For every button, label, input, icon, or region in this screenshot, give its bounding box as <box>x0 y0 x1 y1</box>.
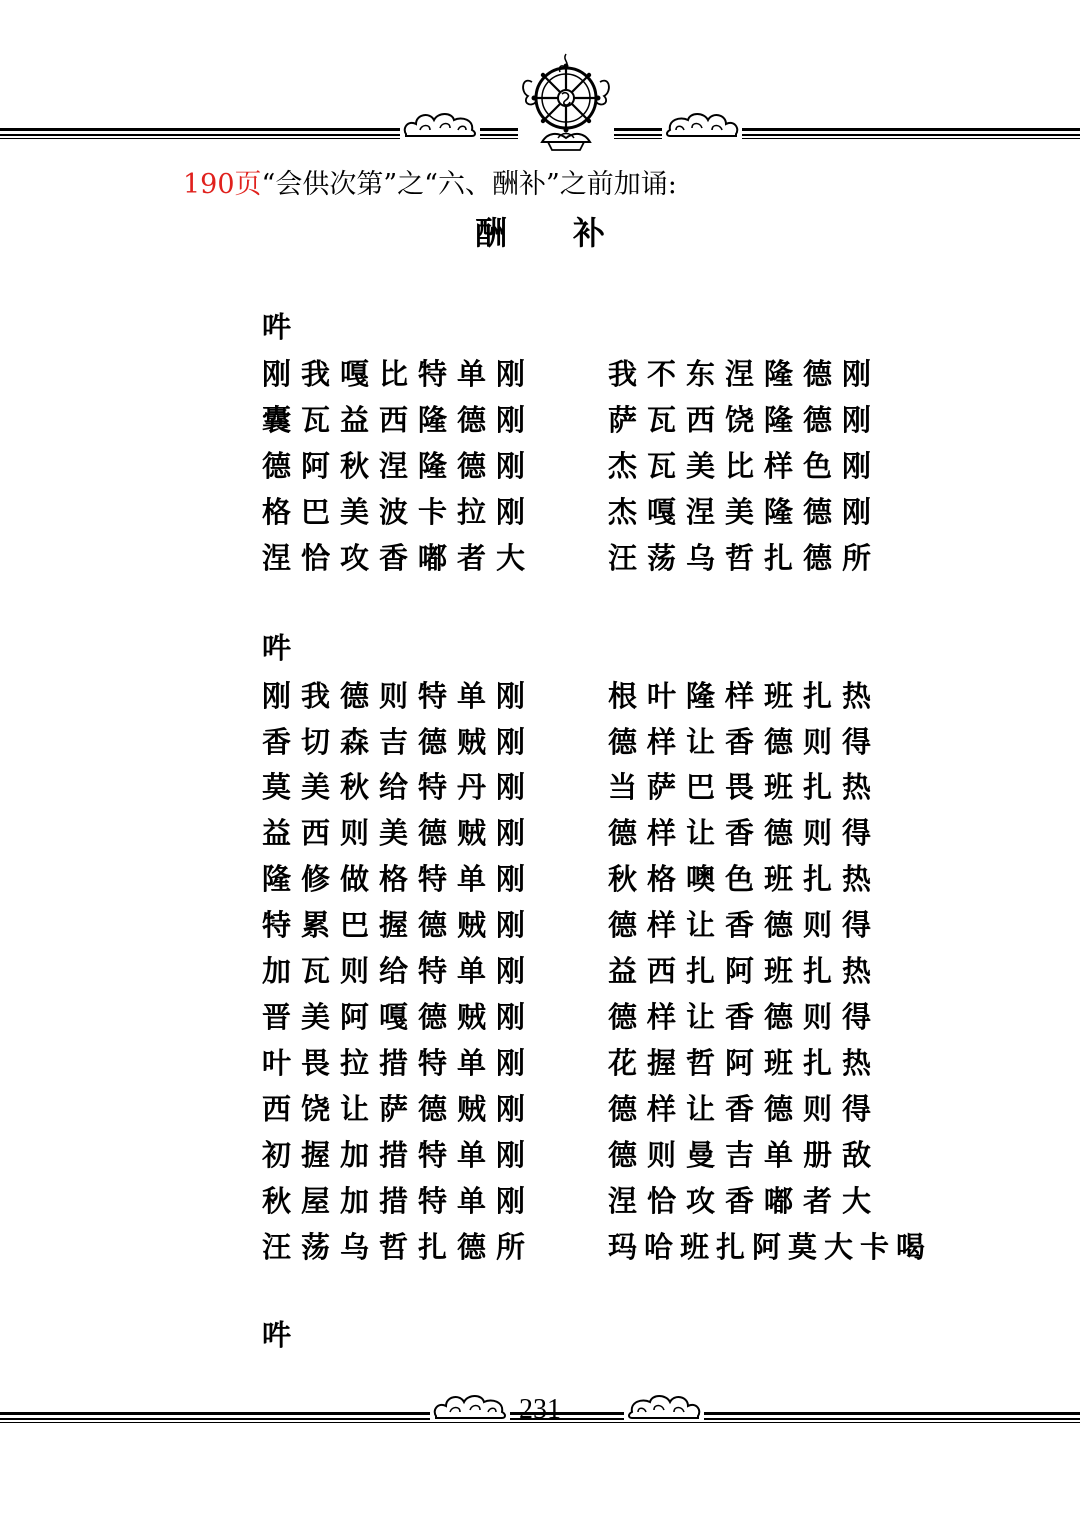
verse-line-left: 香切森吉德贼刚 <box>262 725 536 759</box>
verse-line-left: 隆修做格特单刚 <box>262 862 536 896</box>
verse-line-right: 根叶隆样班扎热 <box>608 679 882 713</box>
section-heading: 吽 <box>262 310 292 344</box>
verse-line-right: 当萨巴畏班扎热 <box>608 770 882 804</box>
verse-line-right: 益西扎阿班扎热 <box>608 954 882 988</box>
verse-line-left: 格巴美波卡拉刚 <box>262 495 536 529</box>
verse-line-right: 杰瓦美比样色刚 <box>608 449 882 483</box>
verse-line-left: 刚我德则特单刚 <box>262 679 536 713</box>
instruction-text: “会供次第”之“六、酬补”之前加诵: <box>261 169 677 200</box>
page-reference: 190页 <box>183 169 262 200</box>
section-heading: 吽 <box>262 1318 292 1352</box>
verse-line-right: 玛哈班扎阿莫大卡喝 <box>608 1230 933 1264</box>
verse-line-right: 德样让香德则得 <box>608 1092 882 1126</box>
dharma-wheel-icon <box>518 52 614 160</box>
verse-line-left: 初握加措特单刚 <box>262 1138 536 1172</box>
verse-line-right: 我不东涅隆德刚 <box>608 357 882 391</box>
title-char-2: 补 <box>573 214 606 252</box>
cloud-ornament-icon <box>400 108 480 140</box>
verse-line-left: 晋美阿嘎德贼刚 <box>262 1000 536 1034</box>
verse-line-left: 加瓦则给特单刚 <box>262 954 536 988</box>
verse-line-left: 秋屋加措特单刚 <box>262 1184 536 1218</box>
verse-line-right: 德样让香德则得 <box>608 725 882 759</box>
verse-line-left: 特累巴握德贼刚 <box>262 908 536 942</box>
verse-line-left: 西饶让萨德贼刚 <box>262 1092 536 1126</box>
verse-line-left: 莫美秋给特丹刚 <box>262 770 536 804</box>
cloud-ornament-icon <box>662 108 742 140</box>
instruction-line <box>183 162 677 201</box>
page-title <box>0 208 1080 254</box>
verse-line-right: 涅恰攻香嘟者大 <box>608 1184 882 1218</box>
verse-line-left: 刚我嘎比特单刚 <box>262 357 536 391</box>
section-heading: 吽 <box>262 631 292 665</box>
verse-line-left: 涅恰攻香嘟者大 <box>262 541 536 575</box>
verse-line-right: 德则曼吉单册敌 <box>608 1138 882 1172</box>
verse-line-right: 德样让香德则得 <box>608 1000 882 1034</box>
verse-line-right: 汪荡乌哲扎德所 <box>608 541 882 575</box>
verse-line-right: 德样让香德则得 <box>608 816 882 850</box>
verse-line-left: 德阿秋涅隆德刚 <box>262 449 536 483</box>
verse-line-left: 益西则美德贼刚 <box>262 816 536 850</box>
verse-line-left: 叶畏拉措特单刚 <box>262 1046 536 1080</box>
verse-line-right: 萨瓦西饶隆德刚 <box>608 403 882 437</box>
title-char-1: 酬 <box>474 214 507 252</box>
verse-line-right: 杰嘎涅美隆德刚 <box>608 495 882 529</box>
verse-line-left: 汪荡乌哲扎德所 <box>262 1230 536 1264</box>
verse-line-right: 花握哲阿班扎热 <box>608 1046 882 1080</box>
verse-line-left: 囊瓦益西隆德刚 <box>262 403 536 437</box>
verse-line-right: 秋格噢色班扎热 <box>608 862 882 896</box>
page-number: 231 <box>519 1394 561 1425</box>
verse-line-right: 德样让香德则得 <box>608 908 882 942</box>
